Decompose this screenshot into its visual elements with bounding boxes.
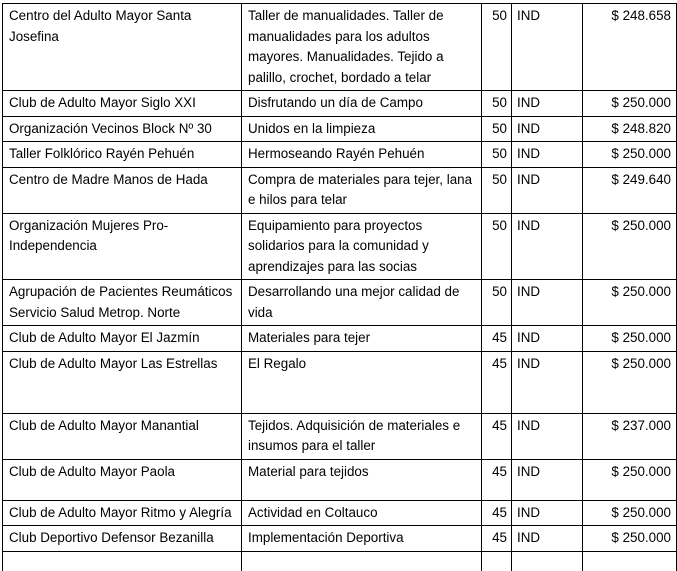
amount-cell: $ 250.000: [583, 91, 677, 117]
table-row: [3, 280, 677, 326]
table-row: [3, 326, 677, 352]
table-row: [3, 526, 677, 552]
project-cell: Material para tejidos: [242, 459, 482, 500]
amount-cell: $ 249.640: [583, 167, 677, 213]
type-cell: IND: [512, 142, 583, 168]
amount-cell: $ 237.000: [583, 413, 677, 459]
score-cell: 45: [482, 351, 512, 413]
type-cell: IND: [512, 526, 583, 552]
project-cell: Tejidos. Adquisición de materiales e insumos para el taller: [242, 413, 482, 459]
table-row: [3, 213, 677, 280]
score-cell: 50: [482, 4, 512, 91]
table-row-partial: [3, 551, 677, 571]
project-cell: Unidos en la limpieza: [242, 116, 482, 142]
empty-cell: [583, 551, 677, 571]
org-cell: Club de Adulto Mayor Paola: [3, 459, 242, 500]
table-row: [3, 116, 677, 142]
amount-cell: $ 250.000: [583, 280, 677, 326]
table-row: [3, 91, 677, 117]
score-cell: 45: [482, 326, 512, 352]
project-cell: Materiales para tejer: [242, 326, 482, 352]
project-cell: Implementación Deportiva: [242, 526, 482, 552]
empty-cell: [3, 551, 242, 571]
score-cell: 50: [482, 213, 512, 280]
score-cell: 50: [482, 91, 512, 117]
project-cell: Actividad en Coltauco: [242, 500, 482, 526]
org-cell: Club de Adulto Mayor Ritmo y Alegría: [3, 500, 242, 526]
org-cell: Club de Adulto Mayor Manantial: [3, 413, 242, 459]
amount-cell: $ 250.000: [583, 459, 677, 500]
project-cell: Hermoseando Rayén Pehuén: [242, 142, 482, 168]
score-cell: 50: [482, 116, 512, 142]
amount-cell: $ 250.000: [583, 500, 677, 526]
type-cell: IND: [512, 4, 583, 91]
amount-cell: $ 248.658: [583, 4, 677, 91]
org-cell: Club de Adulto Mayor Las Estrellas: [3, 351, 242, 413]
empty-cell: [242, 551, 482, 571]
score-cell: 50: [482, 280, 512, 326]
score-cell: 45: [482, 500, 512, 526]
type-cell: IND: [512, 351, 583, 413]
org-cell: Club Deportivo Defensor Bezanilla: [3, 526, 242, 552]
amount-cell: $ 250.000: [583, 142, 677, 168]
org-cell: Organización Vecinos Block Nº 30: [3, 116, 242, 142]
amount-cell: $ 248.820: [583, 116, 677, 142]
org-cell: Centro del Adulto Mayor Santa Josefina: [3, 4, 242, 91]
grants-table: [2, 3, 677, 571]
type-cell: IND: [512, 413, 583, 459]
type-cell: IND: [512, 213, 583, 280]
empty-cell: [512, 551, 583, 571]
score-cell: 45: [482, 413, 512, 459]
org-cell: Agrupación de Pacientes Reumáticos Servicio Salud Metrop. Norte: [3, 280, 242, 326]
amount-cell: $ 250.000: [583, 351, 677, 413]
amount-cell: $ 250.000: [583, 213, 677, 280]
amount-cell: $ 250.000: [583, 526, 677, 552]
type-cell: IND: [512, 280, 583, 326]
project-cell: Taller de manualidades. Taller de manualidades para los adultos mayores. Manualidades. Tejido a palillo, crochet, bordado a telar: [242, 4, 482, 91]
type-cell: IND: [512, 459, 583, 500]
empty-cell: [482, 551, 512, 571]
table-row: [3, 413, 677, 459]
table-row: [3, 167, 677, 213]
type-cell: IND: [512, 116, 583, 142]
type-cell: IND: [512, 167, 583, 213]
score-cell: 50: [482, 167, 512, 213]
org-cell: Club de Adulto Mayor Siglo XXI: [3, 91, 242, 117]
table-row: [3, 351, 677, 413]
score-cell: 45: [482, 526, 512, 552]
project-cell: Desarrollando una mejor calidad de vida: [242, 280, 482, 326]
table-row: [3, 142, 677, 168]
project-cell: El Regalo: [242, 351, 482, 413]
org-cell: Centro de Madre Manos de Hada: [3, 167, 242, 213]
org-cell: Taller Folklórico Rayén Pehuén: [3, 142, 242, 168]
type-cell: IND: [512, 500, 583, 526]
table-row: [3, 459, 677, 500]
score-cell: 50: [482, 142, 512, 168]
amount-cell: $ 250.000: [583, 326, 677, 352]
project-cell: Equipamiento para proyectos solidarios para la comunidad y aprendizajes para las socias: [242, 213, 482, 280]
org-cell: Organización Mujeres Pro-Independencia: [3, 213, 242, 280]
project-cell: Compra de materiales para tejer, lana e hilos para telar: [242, 167, 482, 213]
table-row: [3, 4, 677, 91]
project-cell: Disfrutando un día de Campo: [242, 91, 482, 117]
org-cell: Club de Adulto Mayor El Jazmín: [3, 326, 242, 352]
type-cell: IND: [512, 91, 583, 117]
score-cell: 45: [482, 459, 512, 500]
type-cell: IND: [512, 326, 583, 352]
